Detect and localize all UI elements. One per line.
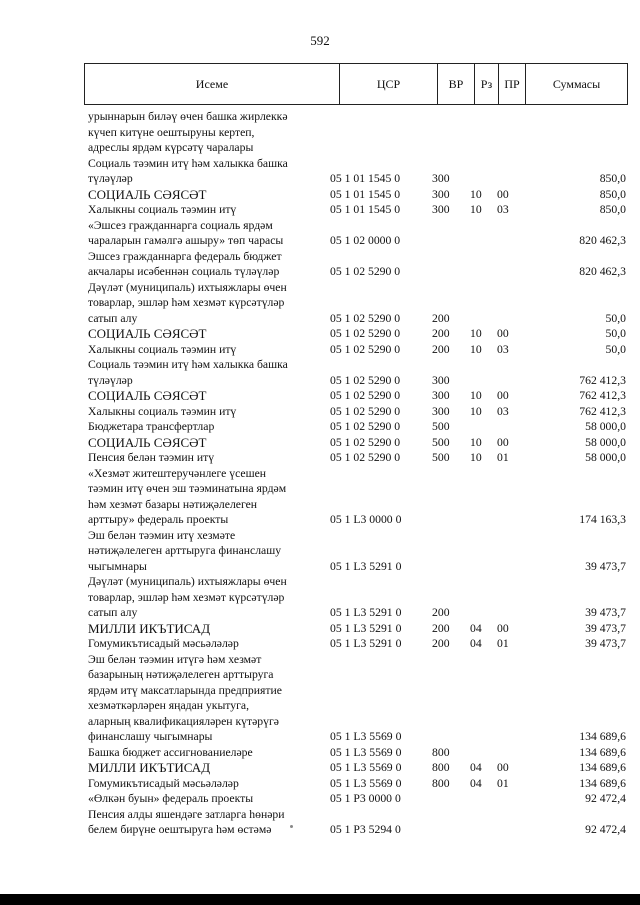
row-name-line: Пенсия алды яшендəге затларга һөнəри bbox=[88, 807, 285, 821]
row-csr: 05 1 L3 0000 0 bbox=[330, 513, 402, 526]
row-name bbox=[88, 791, 308, 807]
row-vr: 300 bbox=[432, 373, 450, 387]
row-csr: 05 1 01 1545 0 bbox=[330, 203, 401, 216]
row-name-line: Эшсез гражданнарга федераль бюджет bbox=[88, 249, 282, 263]
row-name-line: товарлар, эшлəр һəм хезмəт күрсəтүлəр bbox=[88, 590, 285, 604]
row-rz: 10 bbox=[470, 327, 482, 340]
row-vr: 800 bbox=[432, 761, 450, 774]
row-sum: 39 473,7 bbox=[585, 637, 626, 650]
row-name bbox=[88, 776, 308, 792]
row-sum: 92 472,4 bbox=[585, 823, 626, 836]
row-pr: 00 bbox=[497, 389, 509, 402]
row-pr: 01 bbox=[497, 451, 509, 464]
row-csr: 05 1 L3 5291 0 bbox=[330, 637, 402, 650]
row-pr: 03 bbox=[497, 203, 509, 216]
row-sum: 850,0 bbox=[599, 172, 626, 185]
row-name bbox=[88, 187, 308, 203]
row-sum: 134 689,6 bbox=[579, 730, 626, 743]
row-csr: 05 1 02 5290 0 bbox=[330, 311, 401, 325]
table-row bbox=[0, 435, 640, 451]
row-pr: 00 bbox=[497, 327, 509, 340]
row-name bbox=[88, 404, 308, 420]
row-name-line: базарының нəтиҗəлелеген арттыруга bbox=[88, 668, 274, 681]
row-csr: 05 1 02 5290 0 bbox=[330, 404, 401, 418]
row-vr: 800 bbox=[432, 776, 450, 790]
row-name-line: сатып алу bbox=[88, 606, 138, 619]
row-name bbox=[88, 388, 308, 404]
header-csr: ЦСР bbox=[339, 64, 437, 104]
row-rz: 04 bbox=[470, 761, 482, 774]
row-name-line: Гомумикътисадый мəсьəлəлəр bbox=[88, 637, 239, 650]
row-name-line: Халыкны социаль тəэмин итү bbox=[88, 203, 237, 216]
table-row bbox=[0, 745, 640, 761]
table-row bbox=[0, 791, 640, 807]
row-name bbox=[88, 435, 308, 451]
table-row bbox=[0, 652, 640, 745]
row-pr: 00 bbox=[497, 761, 509, 774]
row-rz: 10 bbox=[470, 187, 482, 201]
row-sum: 134 689,6 bbox=[579, 761, 626, 774]
row-csr: 05 1 L3 5569 0 bbox=[330, 730, 402, 743]
row-name-line: финанслашу чыгымнары bbox=[88, 730, 213, 743]
row-csr: 05 1 L3 5569 0 bbox=[330, 745, 402, 759]
table-header bbox=[84, 63, 628, 105]
row-csr: 05 1 L3 5291 0 bbox=[330, 606, 402, 619]
table-row bbox=[0, 636, 640, 652]
row-name-line: акчалары исəбеннəн социаль түлəүлəр bbox=[88, 265, 280, 278]
row-name-line: һəм хезмəт базары нəтиҗəлелеген bbox=[88, 497, 258, 511]
row-sum: 174 163,3 bbox=[579, 513, 626, 526]
table-row bbox=[0, 280, 640, 327]
row-name-line: тəэмин итү өчен эш тəэминатына ярдəм bbox=[88, 482, 287, 495]
scan-mark bbox=[290, 825, 293, 828]
table-row bbox=[0, 388, 640, 404]
row-name-line: Дəүлəт (муниципаль) ихтыяжлары өчен bbox=[88, 575, 287, 588]
row-name-line: Социаль тəэмин итү һəм халыкка башка bbox=[88, 156, 288, 170]
row-vr: 200 bbox=[432, 311, 450, 325]
row-rz: 10 bbox=[470, 435, 482, 449]
row-sum: 58 000,0 bbox=[585, 435, 626, 449]
row-name bbox=[88, 450, 308, 466]
table-row bbox=[0, 776, 640, 792]
row-name-line: чыгымнары bbox=[88, 559, 147, 573]
header-sum: Суммасы bbox=[525, 64, 627, 104]
row-csr: 05 1 L3 5291 0 bbox=[330, 621, 402, 635]
row-name-line: Халыкны социаль тəэмин итү bbox=[88, 404, 237, 418]
row-rz: 04 bbox=[470, 637, 482, 650]
row-name bbox=[88, 156, 308, 187]
row-name-line: Дəүлəт (муниципаль) ихтыяжлары өчен bbox=[88, 280, 287, 294]
table-row bbox=[0, 419, 640, 435]
row-pr: 00 bbox=[497, 435, 509, 449]
row-name-line: Эш белəн тəэмин итүгə һəм хезмəт bbox=[88, 652, 262, 666]
row-vr: 200 bbox=[432, 621, 450, 635]
row-sum: 58 000,0 bbox=[585, 420, 626, 433]
row-sum: 39 473,7 bbox=[585, 606, 626, 619]
row-vr: 200 bbox=[432, 342, 450, 356]
row-vr: 300 bbox=[432, 172, 450, 185]
table-row bbox=[0, 450, 640, 466]
table-row bbox=[0, 807, 640, 838]
row-name-line: түлəүлəр bbox=[88, 172, 133, 185]
row-csr: 05 1 02 5290 0 bbox=[330, 435, 401, 449]
row-csr: 05 1 02 5290 0 bbox=[330, 327, 401, 340]
row-vr: 200 bbox=[432, 637, 450, 650]
row-pr: 01 bbox=[497, 776, 509, 790]
row-csr: 05 1 P3 0000 0 bbox=[330, 792, 401, 805]
row-vr: 800 bbox=[432, 745, 450, 759]
row-csr: 05 1 L3 5291 0 bbox=[330, 559, 402, 573]
page-number: 592 bbox=[310, 33, 330, 48]
row-vr: 300 bbox=[432, 389, 450, 402]
row-name bbox=[88, 574, 308, 621]
row-vr: 500 bbox=[432, 420, 450, 433]
row-csr: 05 1 02 5290 0 bbox=[330, 373, 401, 387]
row-name bbox=[88, 419, 308, 435]
row-name bbox=[88, 326, 308, 342]
row-vr: 200 bbox=[432, 327, 450, 340]
row-rz: 04 bbox=[470, 621, 482, 635]
row-sum: 39 473,7 bbox=[585, 621, 626, 635]
table-row bbox=[0, 202, 640, 218]
scan-edge bbox=[0, 894, 640, 905]
row-sum: 134 689,6 bbox=[579, 745, 626, 759]
row-rz: 04 bbox=[470, 776, 482, 790]
row-vr: 300 bbox=[432, 187, 450, 201]
row-csr: 05 1 02 5290 0 bbox=[330, 389, 401, 402]
row-csr: 05 1 02 5290 0 bbox=[330, 451, 401, 464]
row-name-line: Эш белəн тəэмин итү хезмəте bbox=[88, 528, 236, 542]
table-row bbox=[0, 249, 640, 280]
row-sum: 39 473,7 bbox=[585, 559, 626, 573]
row-name bbox=[88, 280, 308, 327]
row-name-line: товарлар, эшлəр һəм хезмəт күрсəтүлəр bbox=[88, 296, 285, 309]
row-name-line: Башка бюджет ассигнованиелəре bbox=[88, 745, 253, 759]
row-vr: 200 bbox=[432, 606, 450, 619]
row-name-line: арттыру» федераль проекты bbox=[88, 513, 229, 526]
row-vr: 300 bbox=[432, 404, 450, 418]
row-name bbox=[88, 636, 308, 652]
row-name-line: хезмəткəрлəрен яңадан укытуга, bbox=[88, 699, 250, 712]
row-sum: 50,0 bbox=[605, 311, 626, 325]
row-name-line: сатып алу bbox=[88, 311, 138, 325]
row-csr: 05 1 02 5290 0 bbox=[330, 265, 401, 278]
table-row bbox=[0, 326, 640, 342]
row-name bbox=[88, 202, 308, 218]
row-name-line: чараларын гамəлгə ашыру» төп чарасы bbox=[88, 234, 284, 247]
table-row bbox=[0, 357, 640, 388]
row-sum: 820 462,3 bbox=[579, 265, 626, 278]
table-row bbox=[0, 187, 640, 203]
row-csr: 05 1 P3 5294 0 bbox=[330, 823, 401, 836]
table-row bbox=[0, 109, 640, 156]
row-name-line: Гомумикътисадый мəсьəлəлəр bbox=[88, 776, 239, 790]
row-name-line: «Хезмəт житештеручəнлеге үсешен bbox=[88, 466, 267, 480]
row-sum: 820 462,3 bbox=[579, 234, 626, 247]
row-sum: 762 412,3 bbox=[579, 404, 626, 418]
row-pr: 00 bbox=[497, 187, 509, 201]
table-row bbox=[0, 574, 640, 621]
row-rz: 10 bbox=[470, 203, 482, 216]
row-name bbox=[88, 745, 308, 761]
row-csr: 05 1 02 5290 0 bbox=[330, 342, 401, 356]
row-rz: 10 bbox=[470, 342, 482, 356]
table-body bbox=[0, 109, 640, 838]
header-pr: ПР bbox=[498, 64, 525, 104]
row-sum: 134 689,6 bbox=[579, 776, 626, 790]
row-sum: 58 000,0 bbox=[585, 451, 626, 464]
header-vr: ВР bbox=[437, 64, 474, 104]
row-name-line: СОЦИАЛЬ СƏЯСƏТ bbox=[88, 186, 207, 202]
row-name bbox=[88, 621, 308, 637]
row-name-line: белем бирүне оештыруга һəм өстəмə bbox=[88, 823, 272, 836]
row-name bbox=[88, 466, 308, 528]
row-sum: 850,0 bbox=[599, 187, 626, 201]
row-rz: 10 bbox=[470, 389, 482, 402]
header-rz: Рз bbox=[474, 64, 498, 104]
row-pr: 03 bbox=[497, 342, 509, 356]
row-name-line: түлəүлəр bbox=[88, 373, 133, 387]
row-name bbox=[88, 760, 308, 776]
row-sum: 50,0 bbox=[605, 342, 626, 356]
row-name-line: Пенсия белəн тəэмин итү bbox=[88, 451, 215, 464]
row-name-line: нəтиҗəлелеген арттыруга финанслашу bbox=[88, 544, 282, 557]
row-pr: 01 bbox=[497, 637, 509, 650]
row-name-line: «Өлкəн буын» федераль проекты bbox=[88, 792, 254, 805]
row-vr: 500 bbox=[432, 435, 450, 449]
row-name bbox=[88, 218, 308, 249]
row-pr: 00 bbox=[497, 621, 509, 635]
row-name-line: «Эшсез гражданнарга социаль ярдəм bbox=[88, 218, 273, 232]
table-row bbox=[0, 621, 640, 637]
row-csr: 05 1 L3 5569 0 bbox=[330, 761, 402, 774]
row-csr: 05 1 01 1545 0 bbox=[330, 172, 401, 185]
row-name-line: ярдəм итү максатларында предприятие bbox=[88, 683, 282, 697]
row-name-line: Халыкны социаль тəэмин итү bbox=[88, 342, 237, 356]
table-row bbox=[0, 760, 640, 776]
row-name bbox=[88, 249, 308, 280]
row-name-line: СОЦИАЛЬ СƏЯСƏТ bbox=[88, 388, 207, 403]
row-vr: 300 bbox=[432, 203, 450, 216]
table-row bbox=[0, 528, 640, 575]
table-row bbox=[0, 342, 640, 358]
row-name-line: МИЛЛИ ИКЪТИСАД bbox=[88, 760, 211, 775]
row-name bbox=[88, 342, 308, 358]
row-name-line: Социаль тəэмин итү һəм халыкка башка bbox=[88, 358, 288, 371]
row-vr: 500 bbox=[432, 451, 450, 464]
row-pr: 03 bbox=[497, 404, 509, 418]
row-sum: 50,0 bbox=[605, 327, 626, 340]
row-name bbox=[88, 109, 308, 156]
table-row bbox=[0, 156, 640, 187]
table-row bbox=[0, 466, 640, 528]
row-name-line: Бюджетара трансфертлар bbox=[88, 420, 215, 433]
row-name-line: МИЛЛИ ИКЪТИСАД bbox=[88, 620, 211, 636]
row-name bbox=[88, 357, 308, 388]
row-name bbox=[88, 528, 308, 575]
table-row bbox=[0, 404, 640, 420]
row-csr: 05 1 01 1545 0 bbox=[330, 187, 401, 201]
row-name-line: СОЦИАЛЬ СƏЯСƏТ bbox=[88, 326, 207, 341]
header-name: Исеме bbox=[195, 77, 229, 91]
row-name bbox=[88, 652, 308, 745]
row-name-line: аларның квалификациялəрен күтəрүгə bbox=[88, 714, 279, 728]
row-sum: 762 412,3 bbox=[579, 373, 626, 387]
row-rz: 10 bbox=[470, 451, 482, 464]
row-name-line: урыннарын билəү өчен башка жирлеккə bbox=[88, 110, 288, 123]
row-csr: 05 1 02 0000 0 bbox=[330, 234, 401, 247]
row-name bbox=[88, 807, 308, 838]
row-sum: 762 412,3 bbox=[579, 389, 626, 402]
row-sum: 850,0 bbox=[599, 203, 626, 216]
row-csr: 05 1 L3 5569 0 bbox=[330, 776, 402, 790]
row-name-line: адреслы ярдəм күрсəтү чаралары bbox=[88, 141, 254, 154]
table-row bbox=[0, 218, 640, 249]
row-name-line: күчеп китүне оештыруны кертеп, bbox=[88, 125, 255, 139]
row-name-line: СОЦИАЛЬ СƏЯСƏТ bbox=[88, 434, 207, 450]
row-rz: 10 bbox=[470, 404, 482, 418]
row-sum: 92 472,4 bbox=[585, 792, 626, 805]
row-csr: 05 1 02 5290 0 bbox=[330, 420, 401, 433]
